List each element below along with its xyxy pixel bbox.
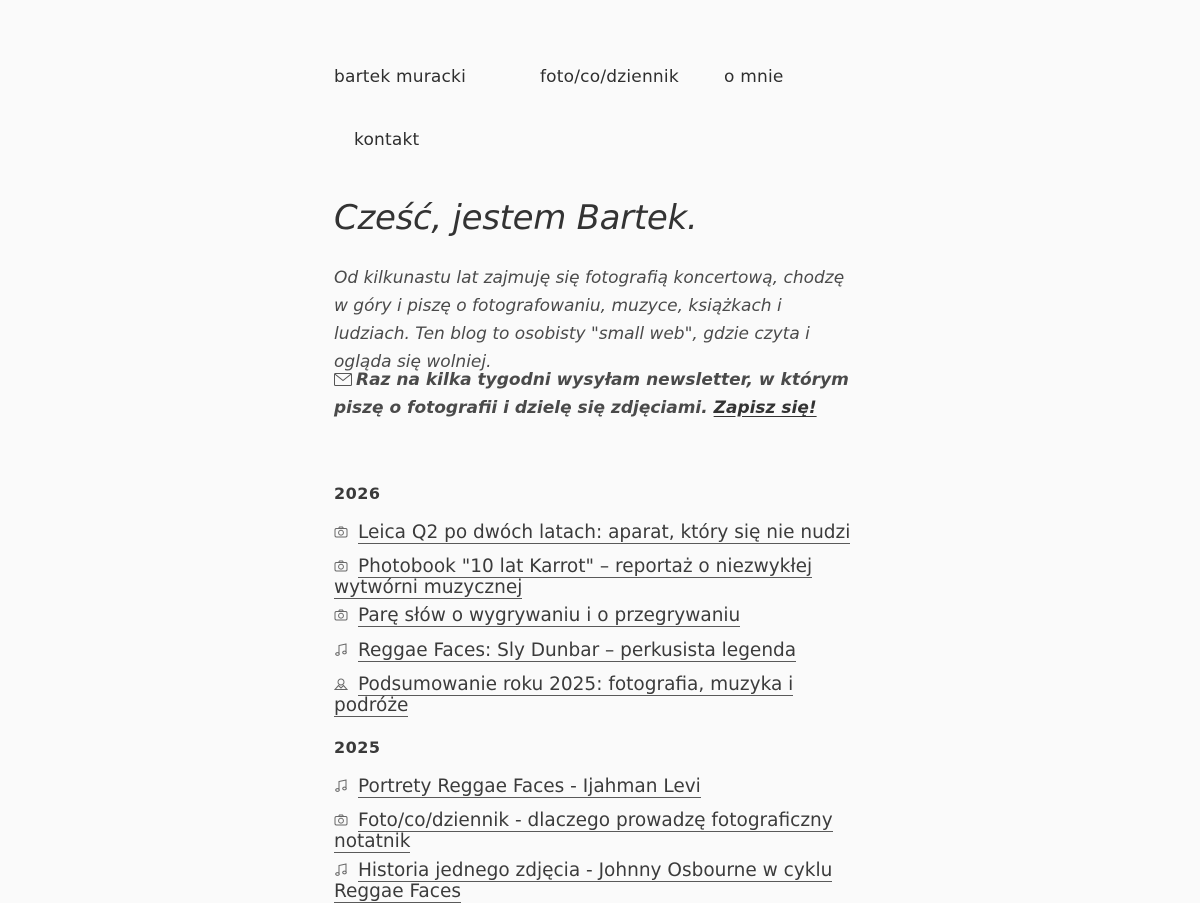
camera-icon bbox=[334, 559, 348, 573]
nav-journal-link[interactable]: foto/co/dziennik bbox=[540, 67, 679, 87]
newsletter-paragraph bbox=[334, 366, 854, 422]
newsletter-text: Raz na kilka tygodni wysyłam newsletter, w którym piszę o fotografii i dzielę się zdjęciami. bbox=[334, 370, 849, 418]
post-link[interactable]: Historia jednego zdjęcia - Johnny Osbourne w cyklu Reggae Faces bbox=[334, 860, 833, 902]
page-container bbox=[334, 0, 854, 902]
camera-icon bbox=[334, 608, 348, 622]
mountain-icon bbox=[334, 677, 348, 691]
list-item bbox=[334, 640, 854, 661]
list-item bbox=[334, 776, 854, 797]
newsletter-subscribe-link[interactable]: Zapisz się! bbox=[713, 398, 817, 418]
year-heading-2025: 2025 bbox=[334, 738, 381, 757]
list-item bbox=[334, 810, 854, 852]
music-note-icon bbox=[334, 863, 348, 877]
nav-about-link[interactable]: o mnie bbox=[724, 67, 784, 87]
music-note-icon bbox=[334, 643, 348, 657]
post-link[interactable]: Reggae Faces: Sly Dunbar – perkusista legenda bbox=[358, 640, 797, 661]
list-item bbox=[334, 522, 854, 543]
post-link[interactable]: Parę słów o wygrywaniu i o przegrywaniu bbox=[358, 605, 741, 626]
list-item bbox=[334, 674, 854, 716]
page-title: Cześć, jestem Bartek. bbox=[334, 198, 698, 238]
year-heading-2026: 2026 bbox=[334, 484, 381, 503]
top-nav bbox=[334, 0, 854, 170]
post-link[interactable]: Leica Q2 po dwóch latach: aparat, który się nie nudzi bbox=[358, 522, 851, 543]
post-link[interactable]: Photobook "10 lat Karrot" – reportaż o niezwykłej wytwórni muzycznej bbox=[334, 556, 813, 598]
intro-paragraph: Od kilkunastu lat zajmuję się fotografią koncertową, chodzę w góry i piszę o fotografowaniu, muzyce, książkach i ludziach. Ten blog to osobisty "small web", gdzie czyta i ogląda się wolniej. bbox=[334, 268, 845, 372]
post-link[interactable]: Portrety Reggae Faces - Ijahman Levi bbox=[358, 776, 701, 797]
list-item bbox=[334, 556, 854, 598]
post-link[interactable]: Podsumowanie roku 2025: fotografia, muzyka i podróże bbox=[334, 674, 794, 716]
post-link[interactable]: Foto/co/dziennik - dlaczego prowadzę fotograficzny notatnik bbox=[334, 810, 833, 852]
camera-icon bbox=[334, 813, 348, 827]
camera-icon bbox=[334, 525, 348, 539]
nav-brand-link[interactable]: bartek muracki bbox=[334, 67, 467, 87]
envelope-icon bbox=[334, 373, 352, 386]
list-item bbox=[334, 605, 854, 626]
music-note-icon bbox=[334, 779, 348, 793]
list-item bbox=[334, 860, 854, 902]
nav-contact-link[interactable]: kontakt bbox=[354, 130, 420, 150]
